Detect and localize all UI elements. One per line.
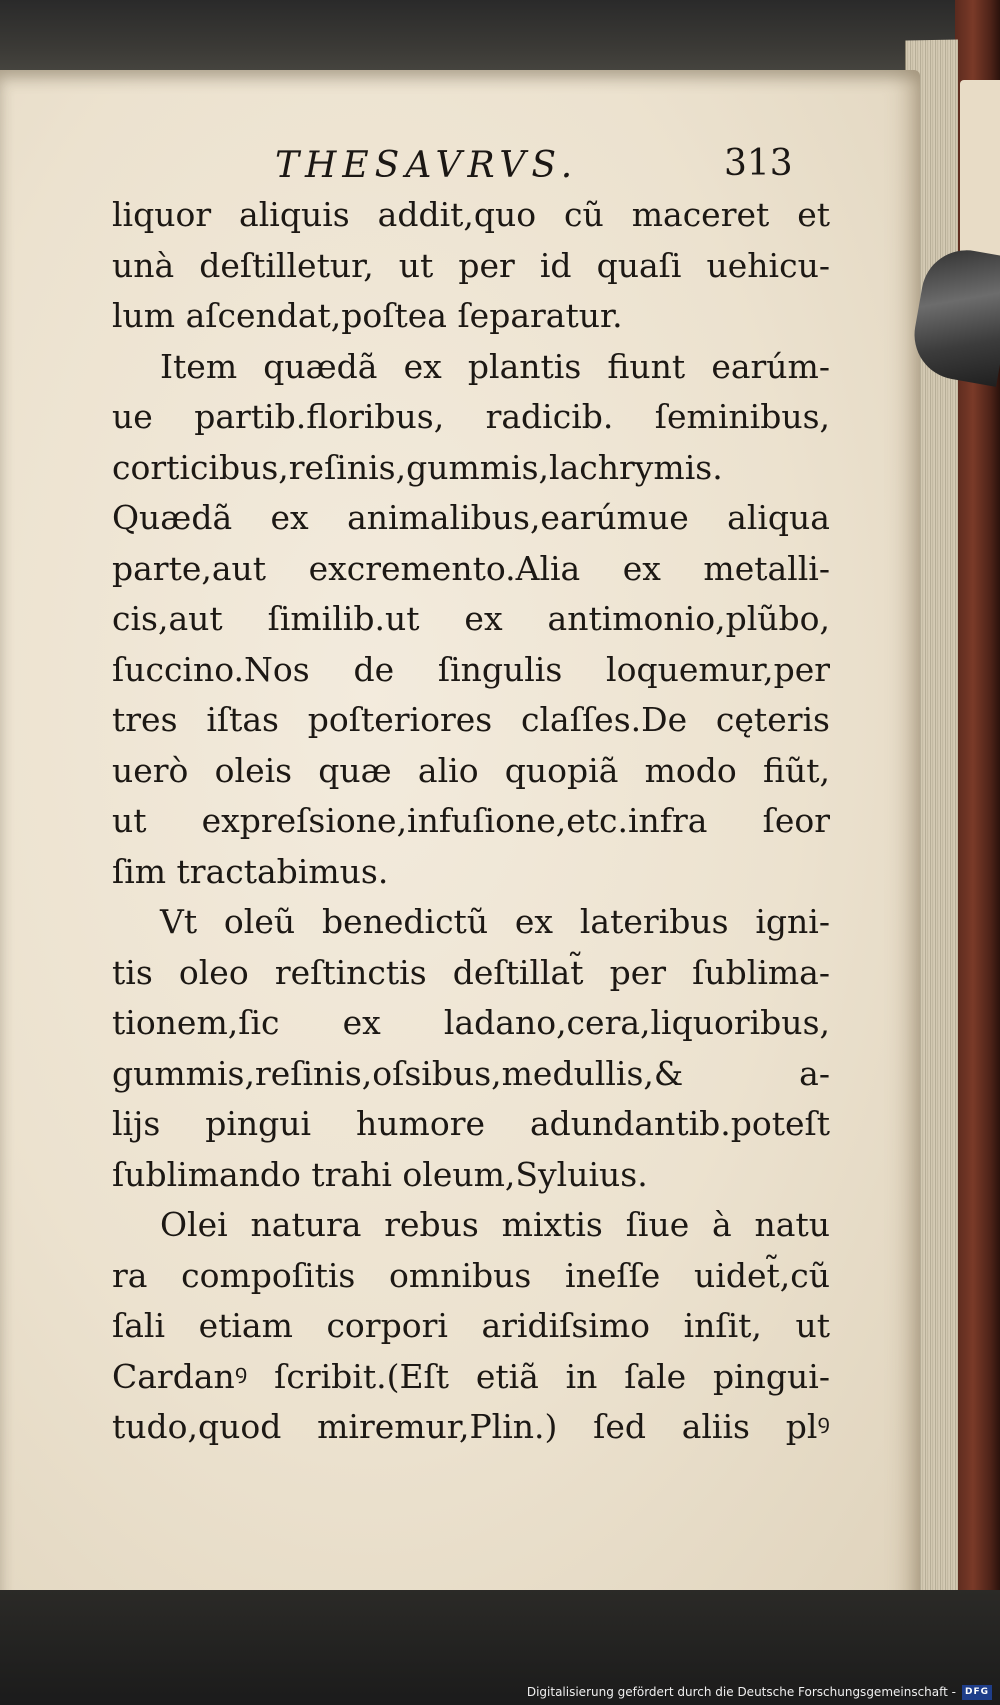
text-line: tudo,quod miremur,Plin.) ſed aliis plꝰ	[112, 1407, 830, 1446]
text-line: tis oleo reſtinctis deſtillat̃ per ſublima-	[112, 952, 830, 992]
text-line: uerò oleis quæ alio quopiã modo fiũt,	[112, 750, 830, 790]
text-line: unà deſtilletur, ut per id quaſi uehicu-	[112, 245, 830, 285]
text-line: ut expreſsione,infuſione,etc.infra ſeor	[112, 801, 830, 840]
page-number: 313	[724, 143, 793, 184]
running-head: THESAVRVS.	[275, 145, 579, 186]
text-block	[112, 190, 830, 1453]
text-line: liquor aliquis addit,quo cũ maceret et	[112, 195, 830, 234]
text-line: tionem,ſic ex ladano,cera,liquoribus,	[112, 1003, 830, 1042]
text-line: tres iſtas poſteriores claſſes.De cęteris	[112, 700, 830, 739]
text-line: Item quædã ex plantis fiunt earúm-	[160, 346, 830, 386]
text-line: Olei natura rebus mixtis ſiue à natu	[160, 1205, 830, 1244]
digitization-credit: Digitalisierung gefördert durch die Deutsche Forschungsgemeinschaft -	[526, 1685, 956, 1699]
text-line: Vt oleũ benedictũ ex lateribus igni-	[160, 902, 830, 941]
dfg-logo: DFG	[962, 1685, 992, 1700]
text-line: gummis,reſinis,oſsibus,medullis,& a-	[112, 1053, 830, 1093]
text-line: ſim tractabimus.	[112, 851, 389, 891]
text-line: lijs pingui humore adundantib.poteſt	[112, 1104, 830, 1143]
text-line: cis,aut ſimilib.ut ex antimonio,plũbo,	[112, 599, 830, 638]
text-line: ſublimando trahi oleum,Syluius.	[112, 1154, 648, 1194]
text-line: parte,aut excremento.Alia ex metalli-	[112, 548, 830, 588]
binding-label	[960, 80, 1000, 270]
text-line: Cardanꝰ ſcribit.(Eſt etiã in ſale pingui-	[112, 1356, 830, 1396]
text-line: ſuccino.Nos de ſingulis loquemur,per	[112, 649, 830, 689]
text-line: lum aſcendat,poſtea ſeparatur.	[112, 296, 623, 335]
text-line: Quædã ex animalibus,earúmue aliqua	[112, 498, 830, 537]
top-edge-shadow	[0, 0, 1000, 80]
text-line: ue partib.floribus, radicib. ſeminibus,	[112, 397, 830, 436]
text-line: ſali etiam corpori aridiſsimo inſit, ut	[112, 1306, 830, 1345]
text-line: corticibus,reſinis,gummis,lachrymis.	[112, 447, 723, 487]
text-line: ra compoſitis omnibus ineſſe uidet̃,cũ	[112, 1255, 830, 1295]
